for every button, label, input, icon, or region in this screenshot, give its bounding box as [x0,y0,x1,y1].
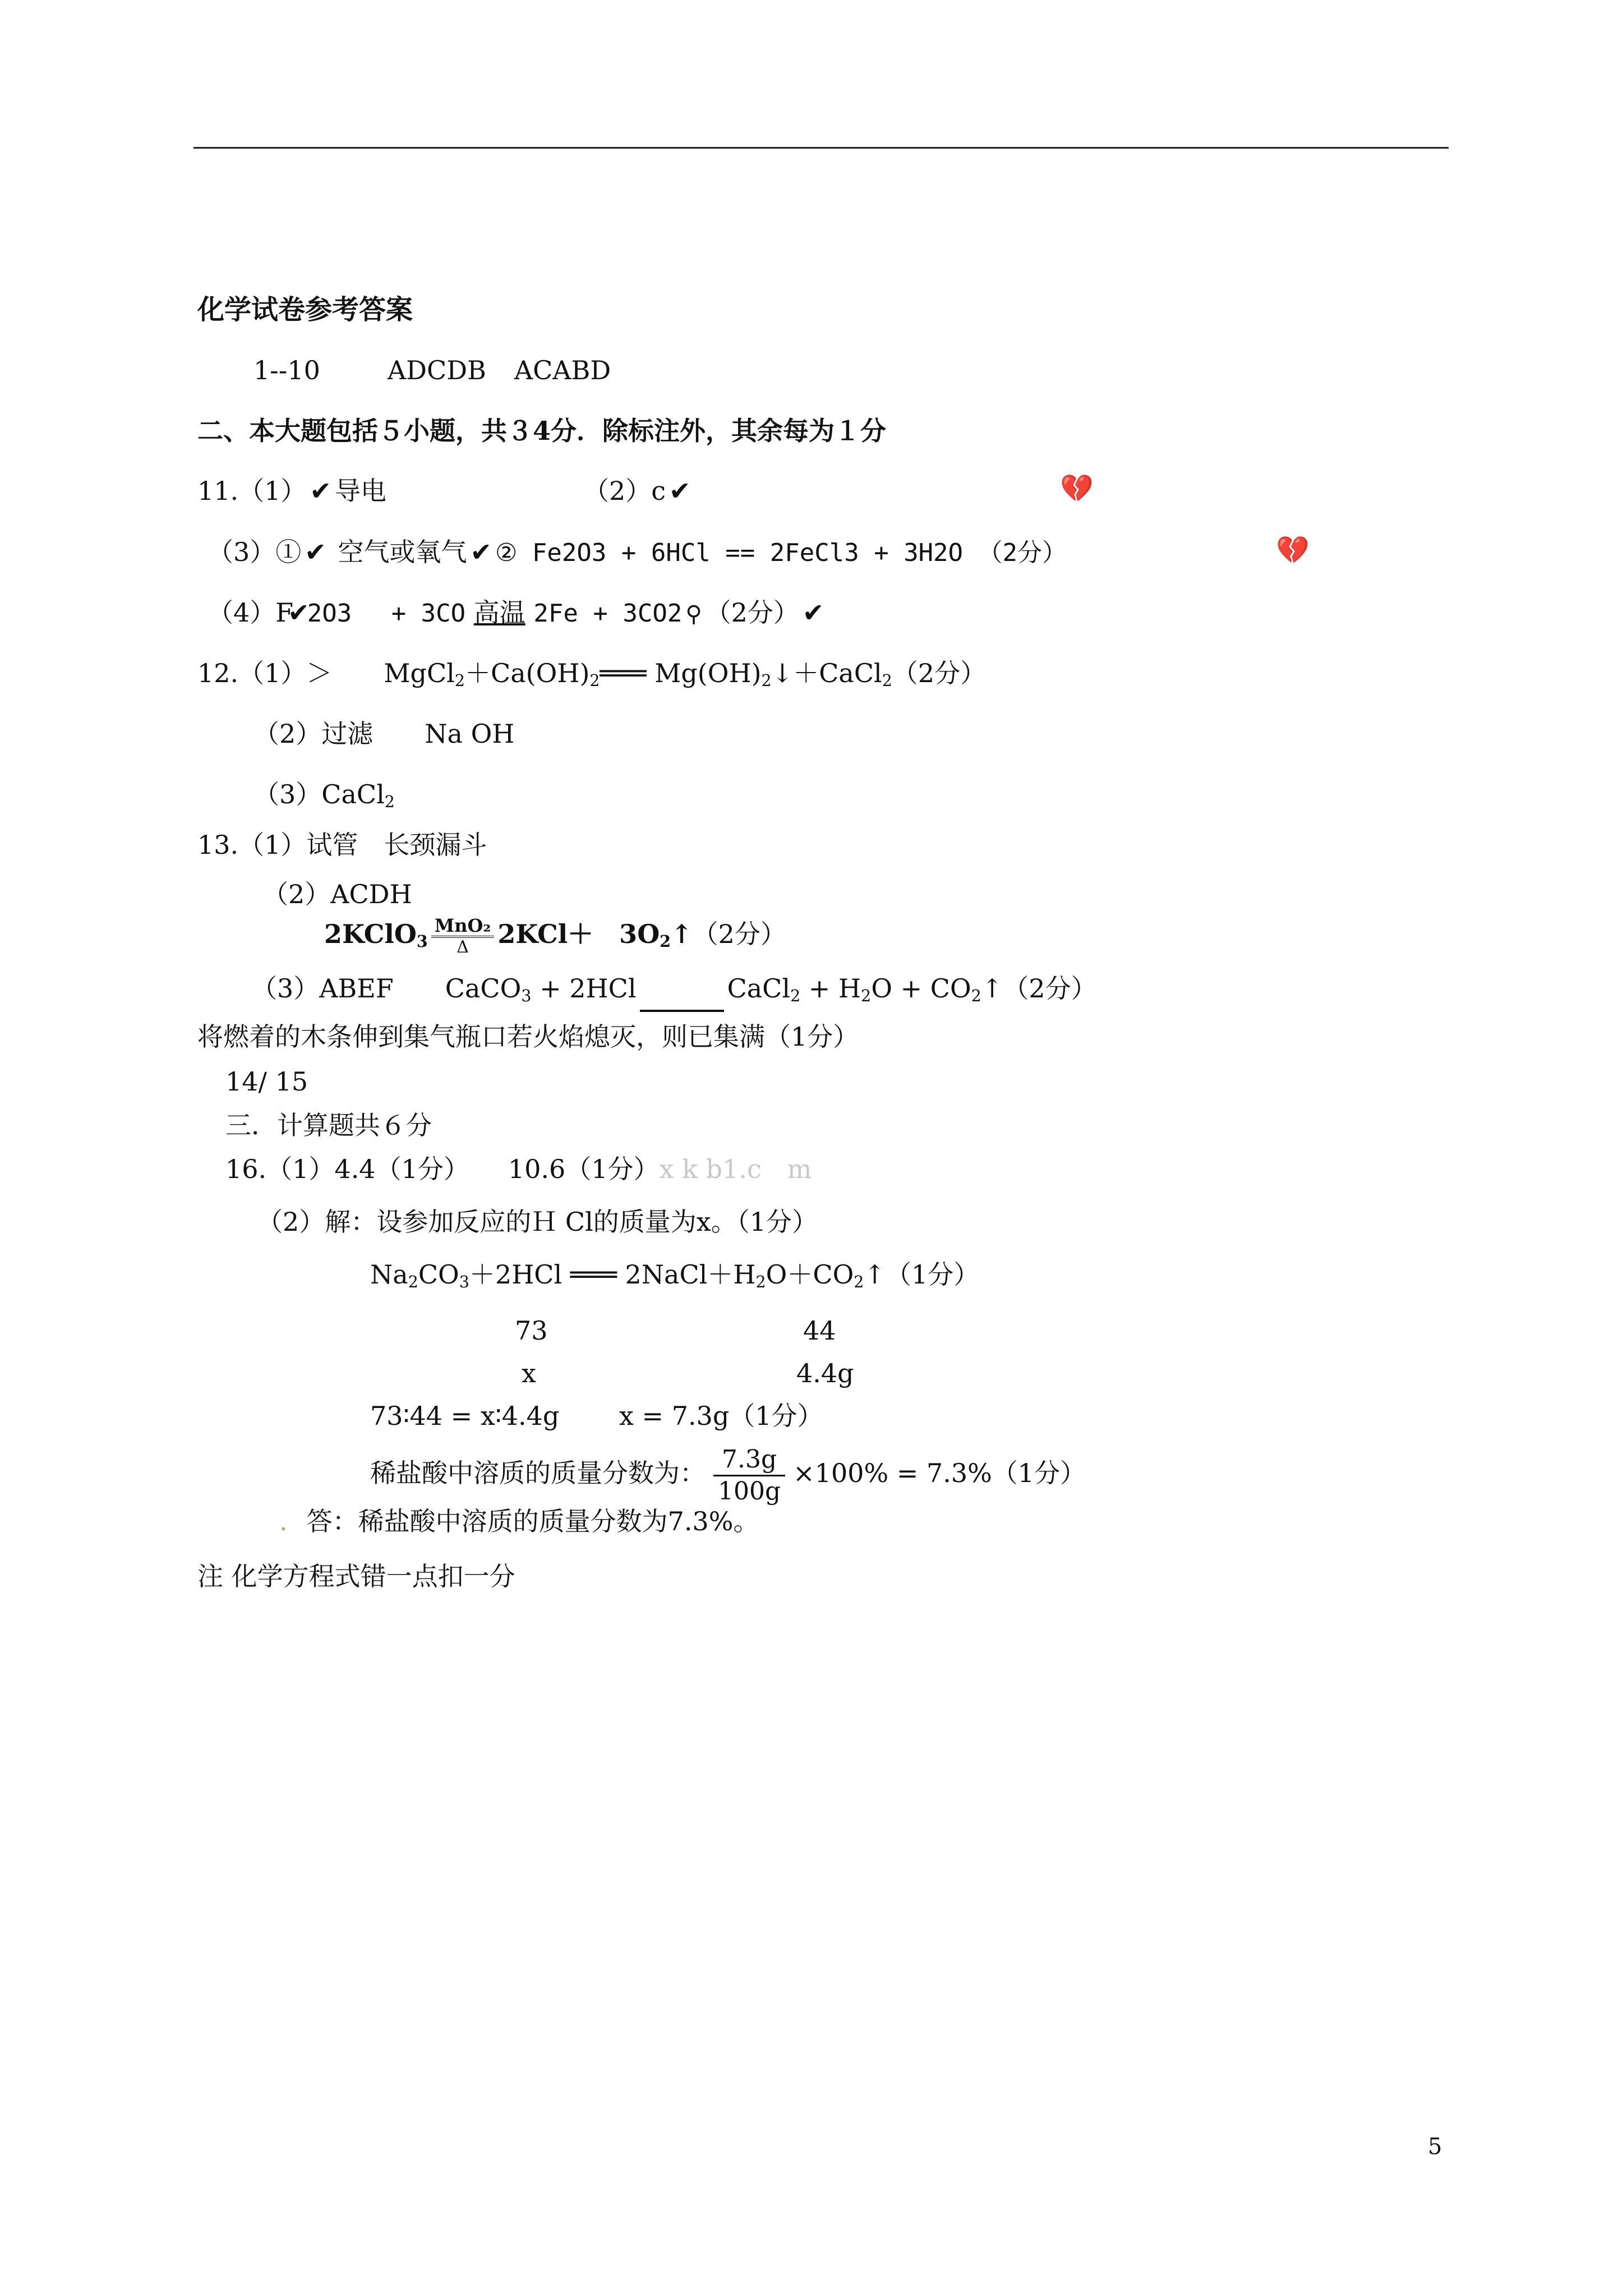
q11-l3-c: 2Fe + 3CO2 [533,599,683,628]
subscript: 2 [882,671,892,691]
subscript: 3 [416,932,428,951]
q11-line2 [208,536,1067,569]
note: 注 化学方程式错一点扣一分 [197,1561,515,1591]
subscript: 2 [755,1273,766,1292]
q13-equation [324,915,786,957]
q11-l1-b: 导电 [334,476,386,506]
q16-eq-b: CO [418,1259,459,1290]
page-number: 5 [1428,2134,1442,2160]
subscript: 2 [589,671,600,691]
subscript: 2 [861,987,872,1006]
mc-group1: ADCDB [387,355,486,385]
q11-l2-a: （3）① [208,537,302,567]
q16-eq-d: O＋CO [766,1259,854,1290]
check-icon: ✔ [305,537,326,567]
q16-line2: （2）解：设参加反应的Ｈ Cl的质量为x。（1分） [257,1207,818,1237]
watermark-text: x k b1.c m [659,1154,812,1184]
q12-line1 [197,657,986,697]
reaction-condition [431,915,495,957]
q11-l1-a: 11.（1） [197,476,307,506]
q11-line1-part2 [583,475,694,507]
q16-eq-c: ＋2HCl ═══ 2NaCl＋H [469,1259,756,1290]
q13-l4-f: ↑（2分） [981,973,1097,1004]
subscript: 2 [384,793,395,812]
q12-l3: （3）CaCl [253,779,385,809]
subscript: 2 [971,987,981,1006]
fraction [713,1444,785,1507]
q13-line5: 将燃着的木条伸到集气瓶口若火焰熄灭，则已集满（1分） [197,1022,859,1052]
subscript: 2 [790,987,801,1006]
stray-dot: . [279,1506,288,1536]
q11-l3-a: （4）F [208,597,294,628]
section2-heading: 二、本大题包括５小题，共３4分．除标注外，其余每为１分 [197,416,887,446]
q11-reaction-condition: 高温 [473,597,525,628]
q16-answer [279,1506,759,1537]
page-title: 化学试卷参考答案 [197,294,413,325]
subscript: 2 [854,1273,864,1292]
heat-label: Δ [457,937,469,957]
catalyst-label: MnO₂ [431,915,495,938]
q12-l1-d: ↓＋CaCl [771,658,882,688]
check-icon: ✔ [669,476,691,506]
fraction-numerator: 7.3g [713,1444,785,1476]
section3-heading: 三．计算题共６分 [225,1110,432,1140]
q11-l1-c: （2）c [583,476,666,506]
fraction-rest: ×100% = 7.3%（1分） [793,1458,1086,1488]
co2-mass: 4.4g [796,1358,854,1388]
subscript: 2 [761,671,772,691]
q13-line4 [251,973,1097,1012]
subscript: 2 [660,932,671,951]
q13-eq-b: 2KCl＋ 3O [497,919,660,949]
q16-line1 [225,1153,811,1185]
ratio-line: 73∶44 = x∶4.4g x = 7.3g（1分） [370,1401,823,1431]
search-icon: ⚲ [685,601,702,627]
q14-15: 14/ 15 [225,1066,308,1097]
q12-l1-a: 12.（1）＞ MgCl [197,658,455,688]
q13-l4-a: （3）ABEF CaCO [251,973,522,1004]
q13-line2: （2）ACDH [262,879,412,909]
fraction-label: 稀盐酸中溶质的质量分数为： [370,1458,706,1488]
q13-line1: 13.（1）试管 长颈漏斗 [197,830,487,860]
broken-heart-icon: 💔 [1060,473,1094,504]
q13-eq-c: （2分） [692,919,786,949]
q16-l1-a: 16.（1）4.4（1分） 10.6（1分） [225,1154,660,1184]
subscript: 2 [408,1273,418,1292]
subscript: 3 [521,987,532,1006]
q12-l1-e: （2分） [892,658,986,688]
q13-eq-a: 2KClO [324,919,417,949]
fraction-line [370,1439,1086,1507]
molar-mass-co2: 44 [803,1315,836,1346]
q13-l4-c: CaCl [727,973,791,1004]
q12-l1-b: ＋Ca(OH) [465,658,590,688]
q11-l3-b: 2O3 + 3CO [307,599,466,628]
fraction-denominator: 100g [718,1476,781,1506]
q11-l2-b: 空气或氧气 [338,537,467,567]
q12-line2: （2）过滤 Na OH [253,719,515,749]
check-icon: ✔ [470,537,492,567]
mc-answers [253,355,611,386]
mc-range: 1--10 [253,355,320,385]
q12-line3 [253,779,395,818]
q11-l3-d: （2分） [705,597,799,628]
q16-eq-a: Na [370,1259,408,1290]
q11-l2-c: ② Fe2O3 + 6HCl == 2FeCl3 + 3H2O （2分） [495,539,1067,567]
broken-heart-icon: 💔 [1276,535,1310,566]
q13-l4-b: + 2HCl [531,973,637,1004]
q11-line1 [197,475,386,507]
check-icon: ✔ [802,597,824,628]
q13-l4-d: + H [800,973,861,1004]
check-icon: ✔ [310,476,331,506]
mc-group2: ACABD [514,355,611,385]
equation-blank [640,987,724,1012]
header-rule [193,147,1449,149]
up-arrow-icon: ↑ [671,919,693,949]
q16-eq-e: ↑（1分） [864,1259,980,1290]
check-icon: ✔ [288,597,310,628]
answer-text: 答：稀盐酸中溶质的质量分数为7.3%。 [306,1506,759,1536]
q13-l4-e: O + CO [871,973,971,1004]
subscript: 2 [454,671,465,691]
q12-l1-c: ═══ Mg(OH) [600,658,762,688]
molar-mass-hcl: 73 [515,1315,548,1346]
q11-line3 [208,597,827,630]
q16-equation [370,1259,979,1298]
subscript: 3 [459,1273,469,1292]
unknown-x: x [522,1358,536,1388]
